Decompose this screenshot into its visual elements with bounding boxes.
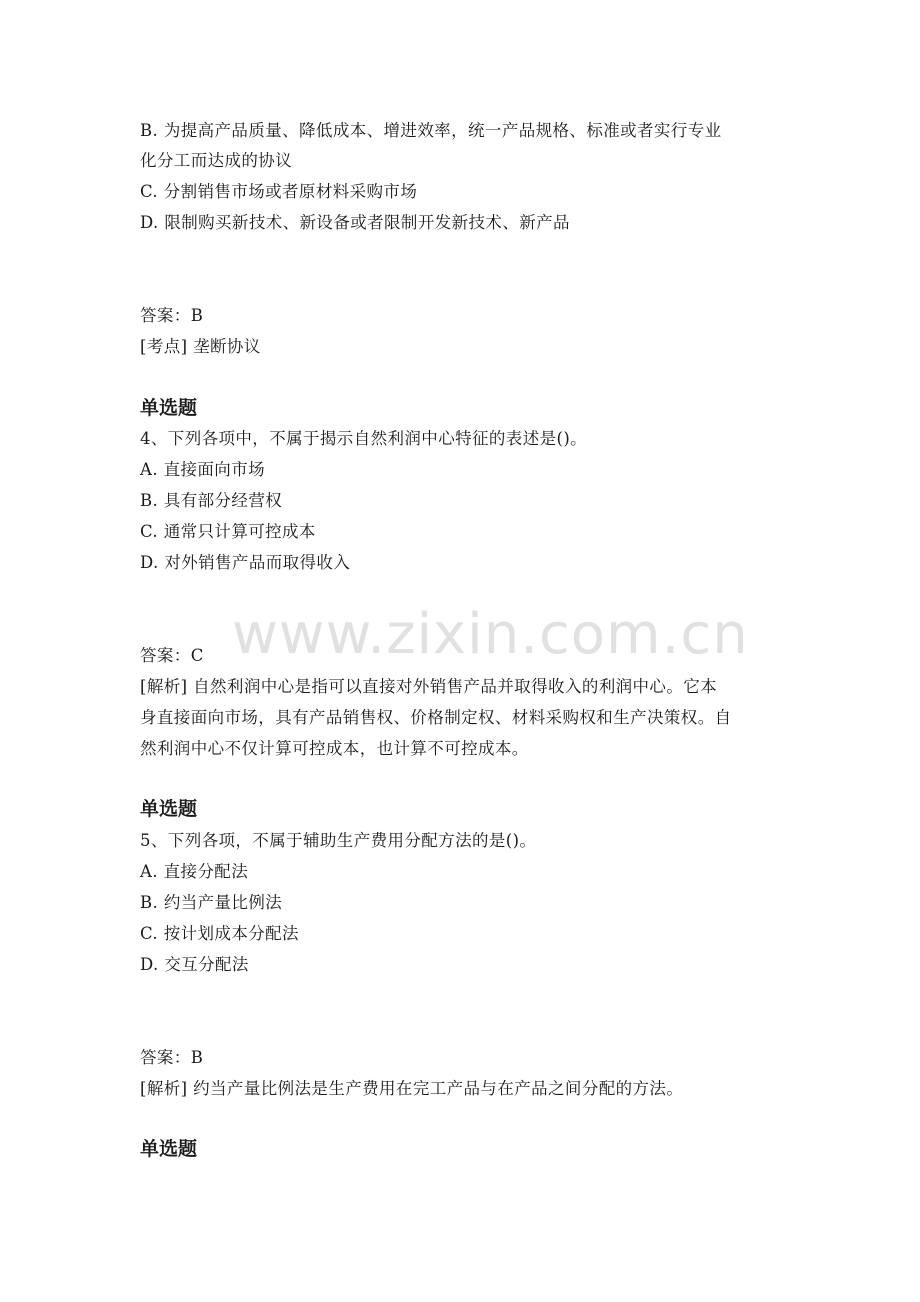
watermark: www.zixin.com.cn (232, 602, 749, 667)
q4-option-b: B. 具有部分经营权 (140, 491, 283, 510)
q3-option-d: D. 限制购买新技术、新设备或者限制开发新技术、新产品 (140, 213, 570, 232)
q3-answer: 答案：B (140, 306, 204, 325)
q5-answer: 答案：B (140, 1048, 204, 1067)
q5-option-c: C. 按计划成本分配法 (140, 924, 299, 943)
q3-option-c: C. 分割销售市场或者原材料采购市场 (140, 182, 418, 201)
q5-question: 5、下列各项，不属于辅助生产费用分配方法的是()。 (140, 831, 537, 850)
q4-option-a: A. 直接面向市场 (140, 460, 266, 479)
q4-heading: 单选题 (140, 397, 198, 419)
q6-heading: 单选题 (140, 1138, 198, 1160)
q5-analysis: [解析] 约当产量比例法是生产费用在完工产品与在产品之间分配的方法。 (140, 1079, 684, 1098)
q4-option-c: C. 通常只计算可控成本 (140, 522, 316, 541)
q4-analysis-line1: [解析] 自然利润中心是指可以直接对外销售产品并取得收入的利润中心。它本 (140, 677, 718, 696)
q5-option-b: B. 约当产量比例法 (140, 893, 283, 912)
q3-option-b-line1: B. 为提高产品质量、降低成本、增进效率，统一产品规格、标准或者实行专业 (140, 121, 722, 140)
q5-option-a: A. 直接分配法 (140, 862, 249, 881)
q4-analysis-line3: 然利润中心不仅计算可控成本，也计算不可控成本。 (140, 739, 529, 758)
q5-heading: 单选题 (140, 798, 198, 820)
q3-note: [考点] 垄断协议 (140, 337, 261, 356)
q5-option-d: D. 交互分配法 (140, 955, 249, 974)
q3-option-b-line2: 化分工而达成的协议 (140, 151, 293, 170)
q4-option-d: D. 对外销售产品而取得收入 (140, 553, 351, 572)
q4-answer: 答案：C (140, 646, 204, 665)
q4-question: 4、下列各项中，不属于揭示自然利润中心特征的表述是()。 (140, 429, 588, 448)
q4-analysis-line2: 身直接面向市场，具有产品销售权、价格制定权、材料采购权和生产决策权。自 (140, 708, 732, 727)
